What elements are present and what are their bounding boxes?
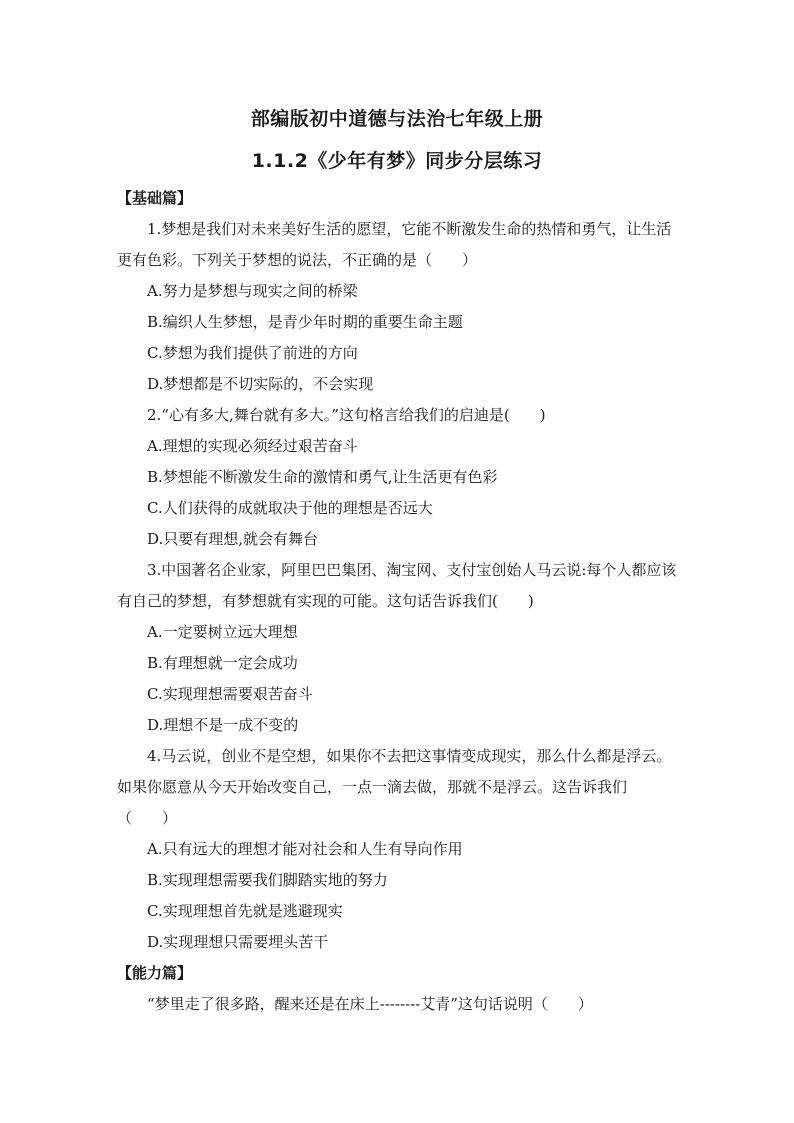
question-stem: 2.“心有多大,舞台就有多大。”这句格言给我们的启迪是( ) [147,406,546,424]
question-stem: 3.中国著名企业家，阿里巴巴集团、淘宝网、支付宝创始人马云说:每个人都应该有自己的梦想，有梦想就有实现的可能。这句话告诉我们( ) [117,561,677,610]
option-a: A.努力是梦想与现实之间的桥梁 [147,282,358,300]
option-b: B.有理想就一定会成功 [147,654,298,672]
option-c: C.实现理想需要艰苦奋斗 [147,685,313,703]
option-b: B.梦想能不断激发生命的激情和勇气,让生活更有色彩 [147,468,498,486]
option-a: A.理想的实现必须经过艰苦奋斗 [147,437,358,455]
section-heading-basic: 【基础篇】 [117,189,193,207]
question-stem: 4.马云说，创业不是空想，如果你不去把这事情变成现实，那么什么都是浮云。如果你愿意从今天开始改变自己，一点一滴去做，那就不是浮云。这告诉我们（ ） [117,747,672,827]
option-d: D.实现理想只需要埋头苦干 [147,933,329,951]
question-2 [117,400,677,555]
question-1 [117,214,677,400]
document-body [117,183,677,1020]
question-3 [117,555,677,741]
question-stem: 1.梦想是我们对未来美好生活的愿望，它能不断激发生命的热情和勇气，让生活更有色彩。下列关于梦想的说法，不正确的是（ ） [117,220,672,269]
ability-question-stem: “梦里走了很多路，醒来还是在床上--------艾青”这句话说明（ ） [147,995,593,1013]
option-c: C.实现理想首先就是逃避现实 [147,902,343,920]
document-subtitle: 1.1.2《少年有梦》同步分层练习 [251,150,543,172]
option-b: B.编织人生梦想，是青少年时期的重要生命主题 [147,313,463,331]
option-d: D.只要有理想,就会有舞台 [147,530,319,548]
option-d: D.梦想都是不切实际的，不会实现 [147,375,374,393]
option-d: D.理想不是一成不变的 [147,716,299,734]
option-a: A.只有远大的理想才能对社会和人生有导向作用 [147,840,463,858]
option-c: C.人们获得的成就取决于他的理想是否远大 [147,499,433,517]
document-title: 部编版初中道德与法治七年级上册 [250,108,544,130]
question-4 [117,741,677,958]
option-a: A.一定要树立远大理想 [147,623,298,641]
option-b: B.实现理想需要我们脚踏实地的努力 [147,871,388,889]
section-heading-ability: 【能力篇】 [117,964,193,982]
option-c: C.梦想为我们提供了前进的方向 [147,344,358,362]
